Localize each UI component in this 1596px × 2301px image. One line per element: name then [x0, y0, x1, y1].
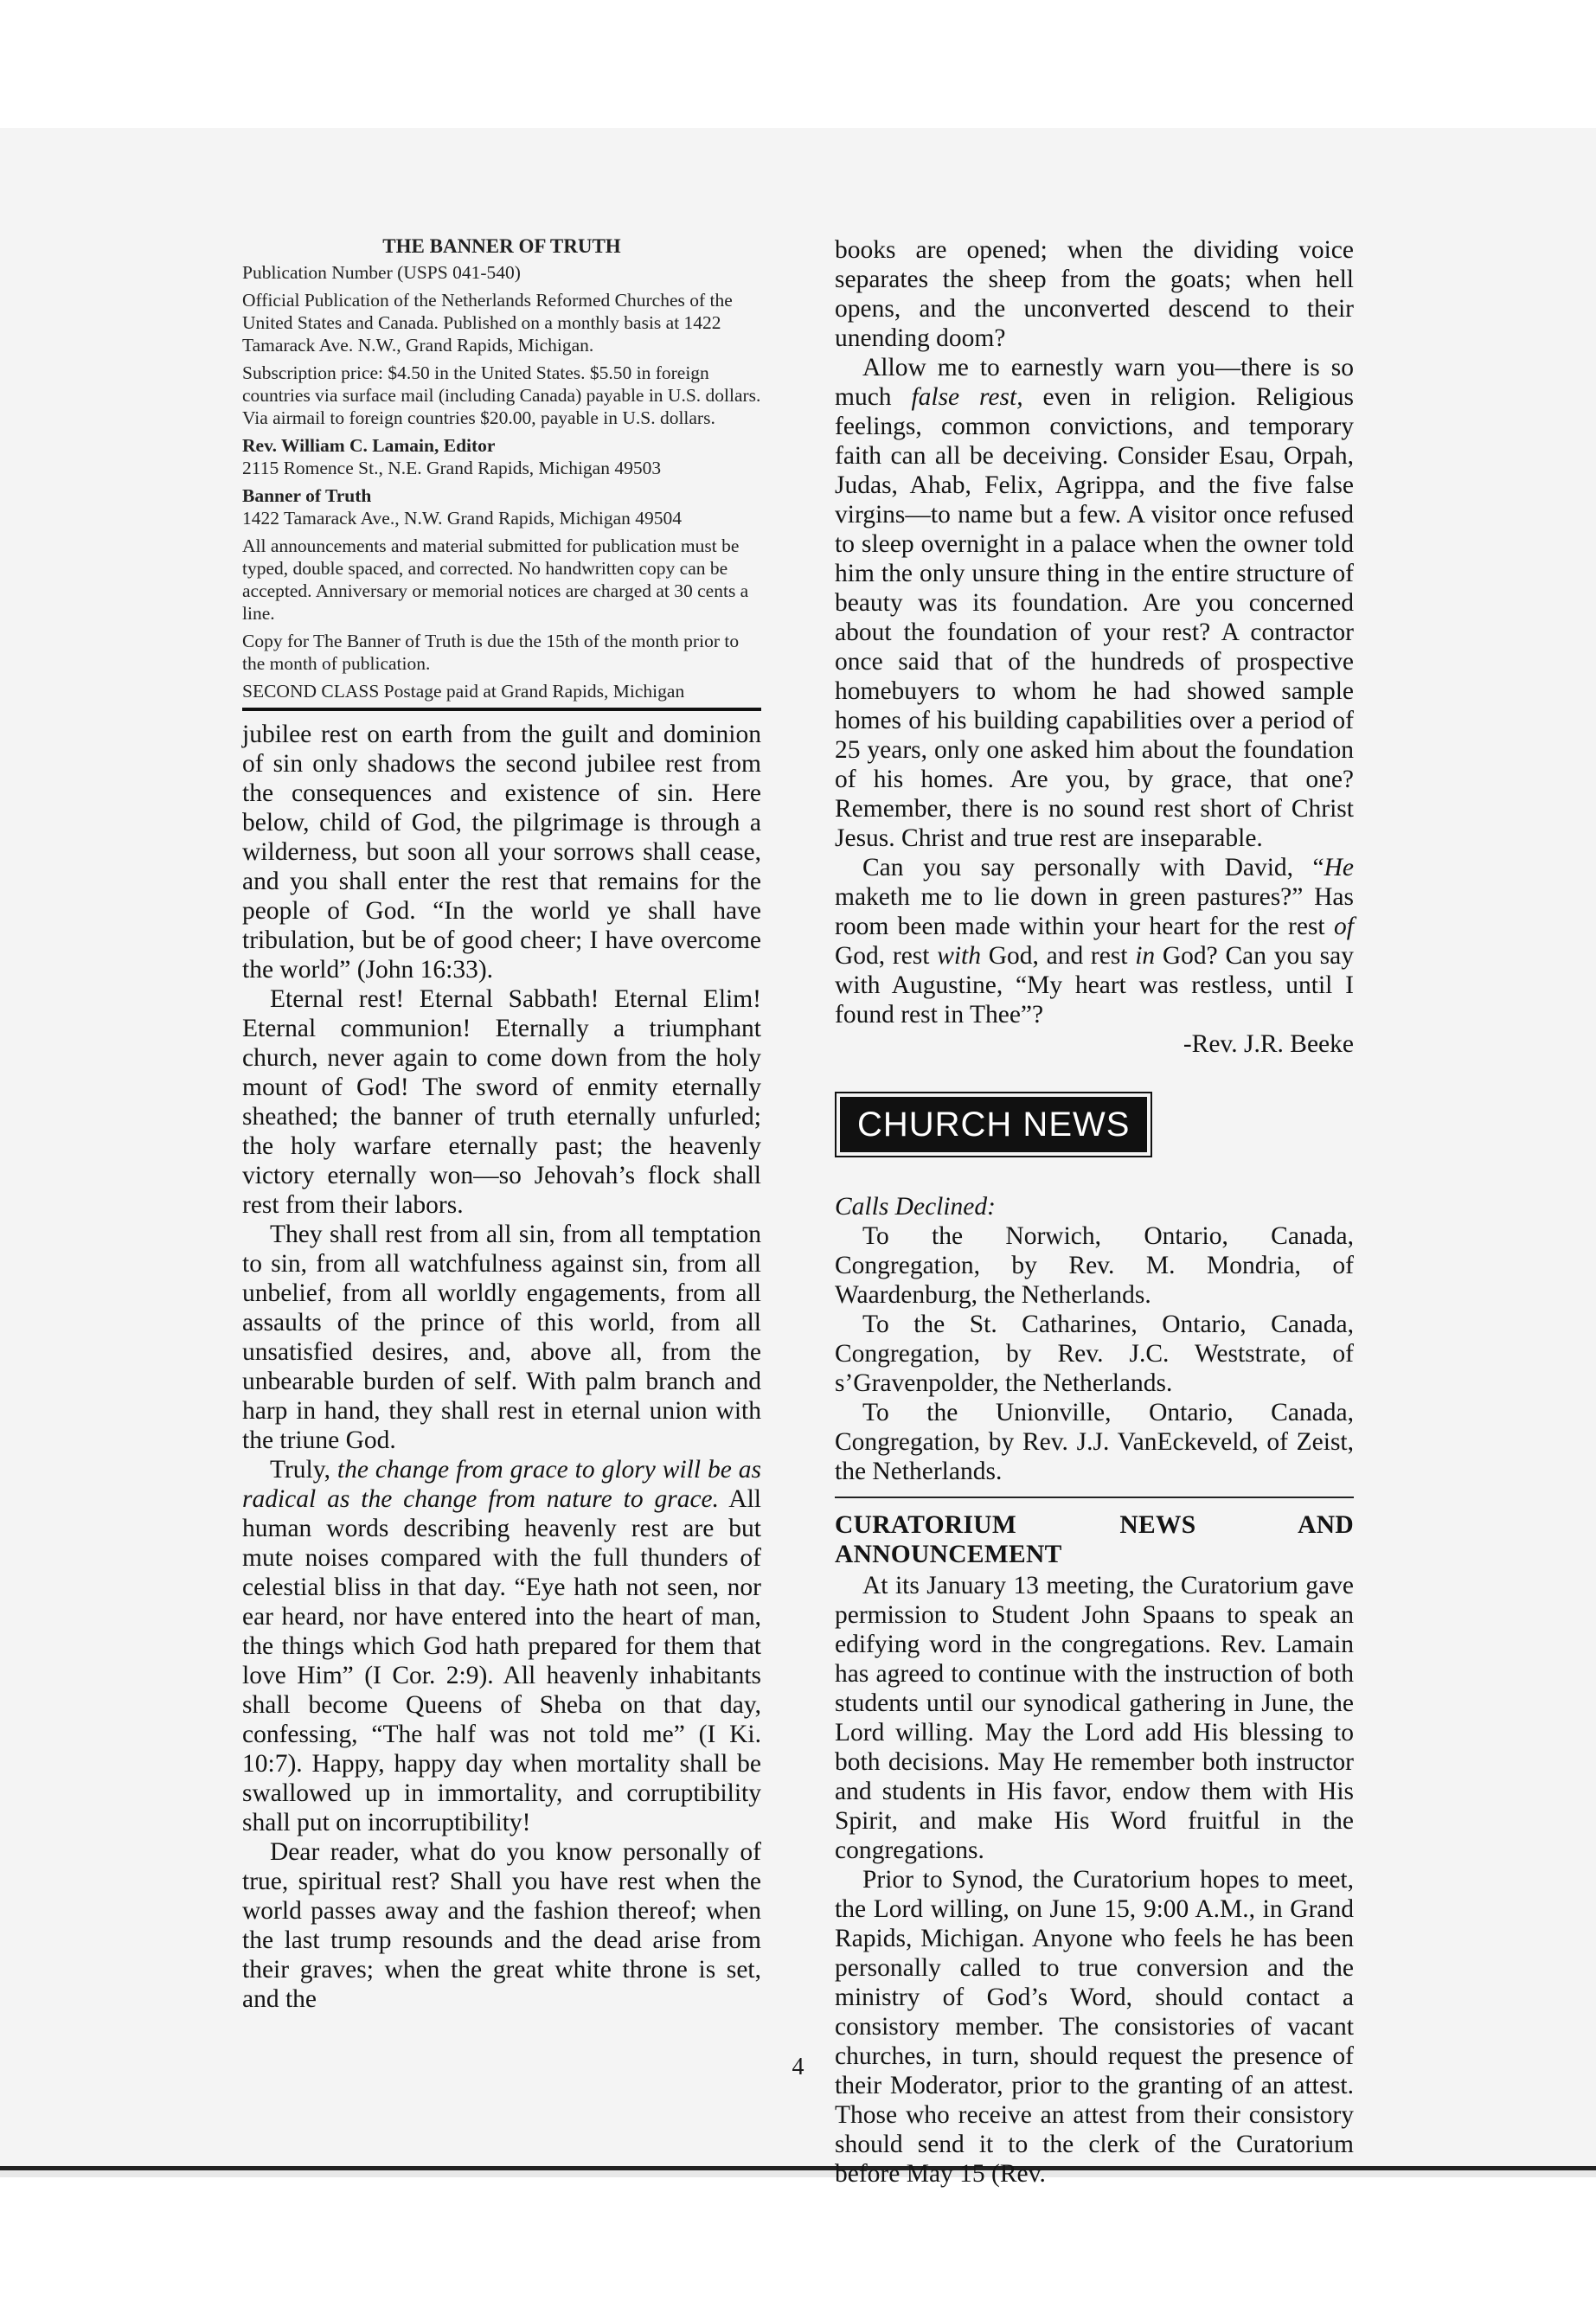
section-divider	[835, 1497, 1354, 1498]
official-publication-note: Official Publication of the Netherlands Reformed Churches of the United States and Canada. Published on a monthly basis at 1422 Tamarack Ave. N.W., Grand Rapids, Michigan.	[242, 290, 733, 356]
masthead-title: THE BANNER OF TRUTH	[382, 235, 621, 257]
right-p2-start: Allow me to earnestly warn you—there is so much	[835, 354, 1354, 411]
left-column	[242, 235, 761, 2014]
right-paragraph-3	[835, 853, 1354, 1029]
left-p4-italic: the change from grace to glory will be as radical as the change from nature to grace.	[242, 1456, 761, 1513]
right-paragraph-2	[835, 353, 1354, 853]
article-signature: -Rev. J.R. Beeke	[1183, 1030, 1354, 1058]
office-name: Banner of Truth	[242, 485, 372, 506]
left-paragraph-1: jubilee rest on earth from the guilt and dominion of sin only shadows the second jubilee rest from the consequences and existence of sin. Here below, child of God, the pilgrimage is through a wilderness, but soon all your sorrows shall cease, and you shall enter the rest that remains for the people of God. “In the world ye shall have tribulation, but be of good cheer; I have overcome the world” (John 16:33).	[242, 721, 761, 984]
left-p4-rest: All human words describing heavenly rest are but mute noises compared with the full thunders of celestial bliss in that day. “Eye hath not seen, nor ear heard, nor have entered into the heart of man, the things which God hath prepared for them that love Him” (I Cor. 2:9). All heavenly inhabitants shall become Queens of Sheba on that day, confessing, “The half was not told me” (I Ki. 10:7). Happy, happy day when mortality shall be swallowed up in immortality, and corruptibility shall put on incorruptibility!	[242, 1485, 761, 1836]
left-paragraph-3: They shall rest from all sin, from all temptation to sin, from all watchfulness against sin, from all unbelief, from all worldly engagements, from all assaults of the prince of this world, from all unsatisfied desires, and, above all, from the unbearable burden of self. With palm branch and harp in hand, they shall rest in eternal union with the triune God.	[242, 1221, 761, 1454]
announcements-policy: All announcements and material submitted for publication must be typed, double spaced, and corrected. No handwritten copy can be accepted. Anniversary or memorial notices are charged at 30 cents a line.	[242, 535, 749, 624]
left-paragraph-5: Dear reader, what do you know personally of true, spiritual rest? Shall you have rest when the world passes away and the fashion thereof; when the last trump resounds and the dead arise from their graves; when the great white throne is set, and the	[242, 1838, 761, 2013]
right-p3-b: maketh me to lie down in green pastures?” Has room been made within your heart for the rest	[835, 883, 1354, 940]
right-p2-italic: false rest,	[911, 383, 1023, 411]
calls-declined-section	[835, 1192, 1354, 1486]
publication-number: Publication Number (USPS 041-540)	[242, 262, 521, 283]
article-continuation-left	[242, 720, 761, 2014]
right-p3-e: God? Can you say with Augustine, “My heart was restless, until I found rest in Thee”?	[835, 942, 1354, 1029]
masthead-box	[242, 235, 761, 711]
office-address: 1422 Tamarack Ave., N.W. Grand Rapids, Michigan 49504	[242, 508, 683, 529]
postage-note: SECOND CLASS Postage paid at Grand Rapids, Michigan	[242, 681, 685, 702]
call-declined-2: To the St. Catharines, Ontario, Canada, Congregation, by Rev. J.C. Weststrate, of s’Gravenpolder, the Netherlands.	[835, 1311, 1354, 1397]
curatorium-heading: CURATORIUM NEWS AND ANNOUNCEMENT	[835, 1511, 1354, 1568]
right-p3-c: God, rest	[835, 942, 938, 970]
curatorium-paragraph-1: At its January 13 meeting, the Curatorium gave permission to Student John Spaans to speak an edifying word in the congregations. Rev. Lamain has agreed to continue with the instruction of both students until our synodical gathering in June, the Lord willing. May the Lord add His blessing to both decisions. May He remember both instructor and students in His favor, endow them with His Spirit, and make His Word fruitful in the congregations.	[835, 1572, 1354, 1864]
church-news-box	[835, 1092, 1152, 1157]
curatorium-section	[835, 1510, 1354, 2189]
masthead-rule	[242, 708, 761, 711]
right-paragraph-1: books are opened; when the dividing voice separates the sheep from the goats; when hell opens, and the unconverted descend to their unending doom?	[835, 236, 1354, 352]
left-paragraph-2: Eternal rest! Eternal Sabbath! Eternal Elim! Eternal communion! Eternally a triumphant church, never again to come down from the holy mount of God! The sword of enmity eternally sheathed; the banner of truth eternally unfurled; the holy warfare eternally past; the heavenly victory eternally won—so Jehovah’s flock shall rest from their labors.	[242, 985, 761, 1219]
left-p4-start: Truly,	[270, 1456, 337, 1484]
right-p3-a: Can you say personally with David, “	[862, 854, 1324, 881]
curatorium-paragraph-2: Prior to Synod, the Curatorium hopes to meet, the Lord willing, on June 15, 9:00 A.M., in Grand Rapids, Michigan. Anyone who feels he has been personally called to true conversion and the ministry of God’s Word, should contact a consistory member. The consistories of vacant churches, in turn, should request the presence of their Moderator, prior to the granting of an attest. Those who receive an attest from their consistory should send it to the clerk of the Curatorium before May 15 (Rev.	[835, 1866, 1354, 2188]
right-column	[835, 235, 1354, 2189]
subscription-price: Subscription price: $4.50 in the United States. $5.50 in foreign countries via surface mail (including Canada) payable in U.S. dollars. Via airmail to foreign countries $20.00, payable in U.S. dollars.	[242, 362, 761, 428]
church-news-banner	[835, 1092, 1354, 1157]
right-p3-i4: in	[1135, 942, 1156, 970]
right-p2-rest: even in religion. Religious feelings, common convictions, and temporary faith can all be deceiving. Consider Esau, Orpah, Judas, Ahab, Felix, Agrippa, and the five false virgins—to name but a few. A visitor once refused to sleep overnight in a palace when the owner told him the only unsure thing in the entire structure of beauty was its foundation. Are you concerned about the foundation of your rest? A contractor once said that of the hundreds of prospective homebuyers to whom he had showed sample homes of his building capabilities over a period of 25 years, only one asked him about the foundation of his homes. Are you, by grace, that one? Remember, there is no sound rest short of Christ Jesus. Christ and true rest are inseparable.	[835, 383, 1354, 852]
church-news-label: CHURCH NEWS	[840, 1097, 1147, 1152]
page-sheet	[0, 128, 1596, 2168]
calls-declined-label: Calls Declined:	[835, 1193, 996, 1221]
article-continuation-right	[835, 235, 1354, 1059]
call-declined-3: To the Unionville, Ontario, Canada, Congregation, by Rev. J.J. VanEckeveld, of Zeist, the Netherlands.	[835, 1399, 1354, 1485]
page-number: 4	[792, 2054, 804, 2080]
right-p3-i2: of	[1334, 913, 1354, 940]
right-p3-d: God, and rest	[981, 942, 1136, 970]
copy-due-note: Copy for The Banner of Truth is due the 15th of the month prior to the month of publication.	[242, 631, 740, 674]
left-paragraph-4	[242, 1455, 761, 1837]
page-bottom-shadow	[0, 2170, 1596, 2177]
right-p3-i1: He	[1324, 854, 1354, 881]
right-p3-i3: with	[937, 942, 982, 970]
editor-address: 2115 Romence St., N.E. Grand Rapids, Michigan 49503	[242, 458, 662, 478]
call-declined-1: To the Norwich, Ontario, Canada, Congregation, by Rev. M. Mondria, of Waardenburg, the Netherlands.	[835, 1222, 1354, 1309]
editor-name: Rev. William C. Lamain, Editor	[242, 435, 496, 456]
